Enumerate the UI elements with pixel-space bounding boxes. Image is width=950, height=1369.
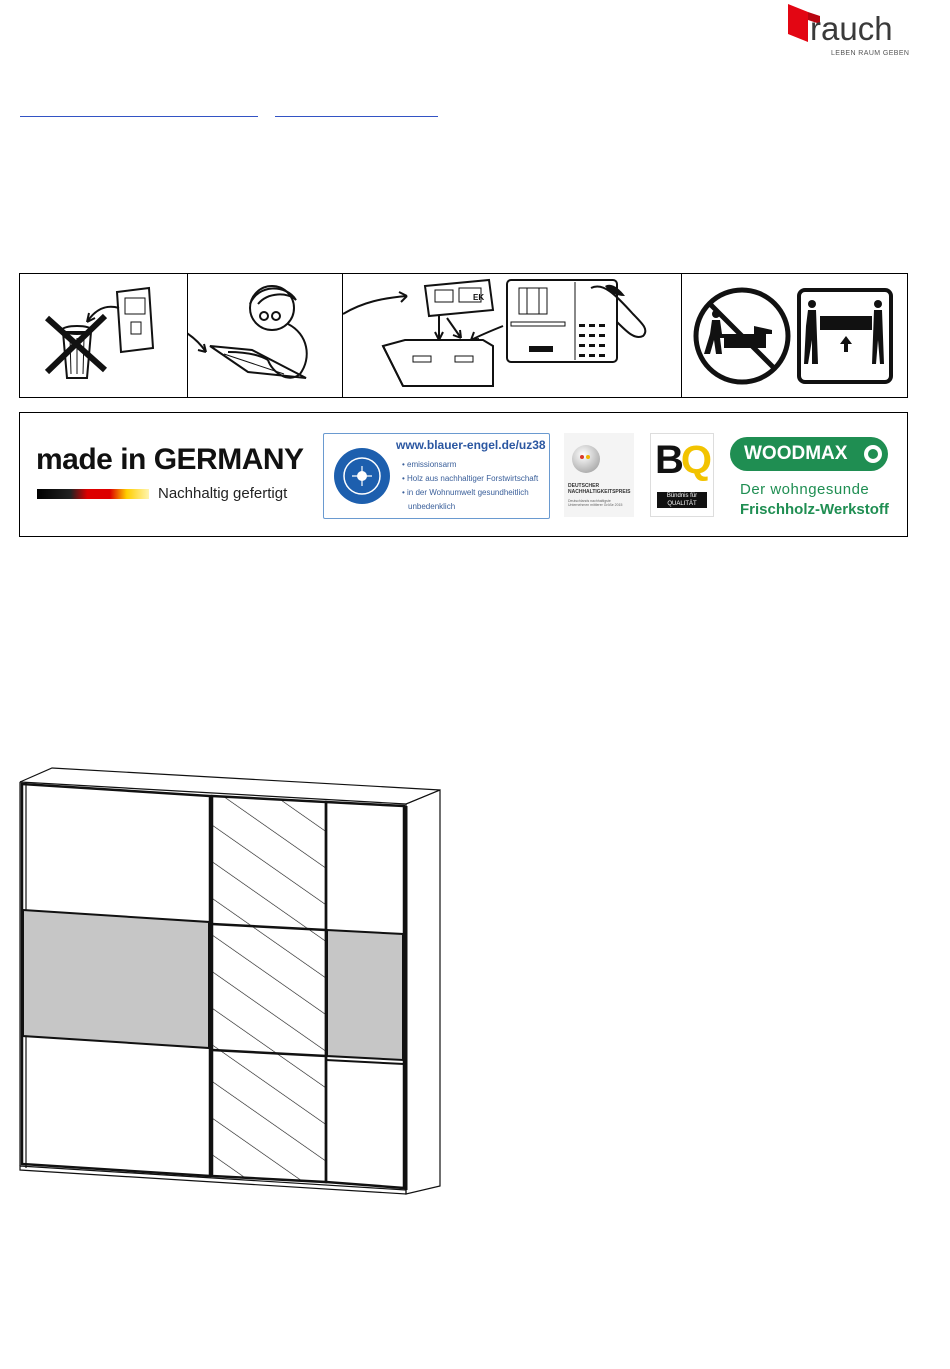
brand-name: rauch [810,10,893,47]
woodmax-dot-icon [864,445,882,463]
bq-badge [650,433,714,517]
sliding-door-wardrobe-illustration [14,760,446,1200]
no-trash-icon [21,274,186,397]
link-underline-first[interactable] [20,116,258,117]
instruction-strip [19,273,908,398]
blauer-engel-url[interactable]: www.blauer-engel.de/uz38 [396,438,546,452]
blauer-engel-list [402,458,538,514]
bq-logo [655,438,709,483]
box-label: EK [473,293,485,302]
lift-furniture-icon [682,274,908,397]
nachhaltigkeitspreis-title: DEUTSCHER NACHHALTIGKEITSPREIS [568,483,631,495]
made-in-germany-title: made in GERMANY [36,443,304,476]
blauer-engel-badge [323,433,550,519]
woodmax-logo [730,437,888,471]
list-item: • Holz aus nachhaltiger Forstwirtschaft [402,472,538,486]
bq-letter-b: B [655,438,681,482]
manual-storage-icon [343,274,681,397]
made-in-germany-subtitle: Nachhaltig gefertigt [158,485,288,502]
woodmax-line-2: Frischholz-Werkstoff [740,501,889,518]
woodmax-line-1: Der wohngesunde [740,481,870,498]
german-flag-gradient-icon [37,489,149,499]
nachhaltigkeitspreis-sphere-icon [564,433,634,481]
bq-letter-q: Q [680,438,710,482]
reading-manual-icon [188,274,341,397]
blauer-engel-seal-icon [330,438,390,514]
nachhaltigkeitspreis-badge [564,433,634,517]
list-item: unbedenklich [408,502,456,511]
list-item: • in der Wohnumwelt gesundheitlich [402,486,538,500]
link-underline-second[interactable] [275,116,438,117]
certificates-strip [19,412,908,537]
bq-caption: Bündnis für QUALITÄT [657,492,707,508]
woodmax-name: WOODMAX [744,443,848,464]
nachhaltigkeitspreis-caption: Deutschlands nachhaltigste Unternehmen mittlerer Größe 2015 [568,499,623,507]
brand-tagline: LEBEN RAUM GEBEN [831,50,910,57]
rauch-logo [786,2,910,62]
list-item: • emissionsarm [402,458,538,472]
